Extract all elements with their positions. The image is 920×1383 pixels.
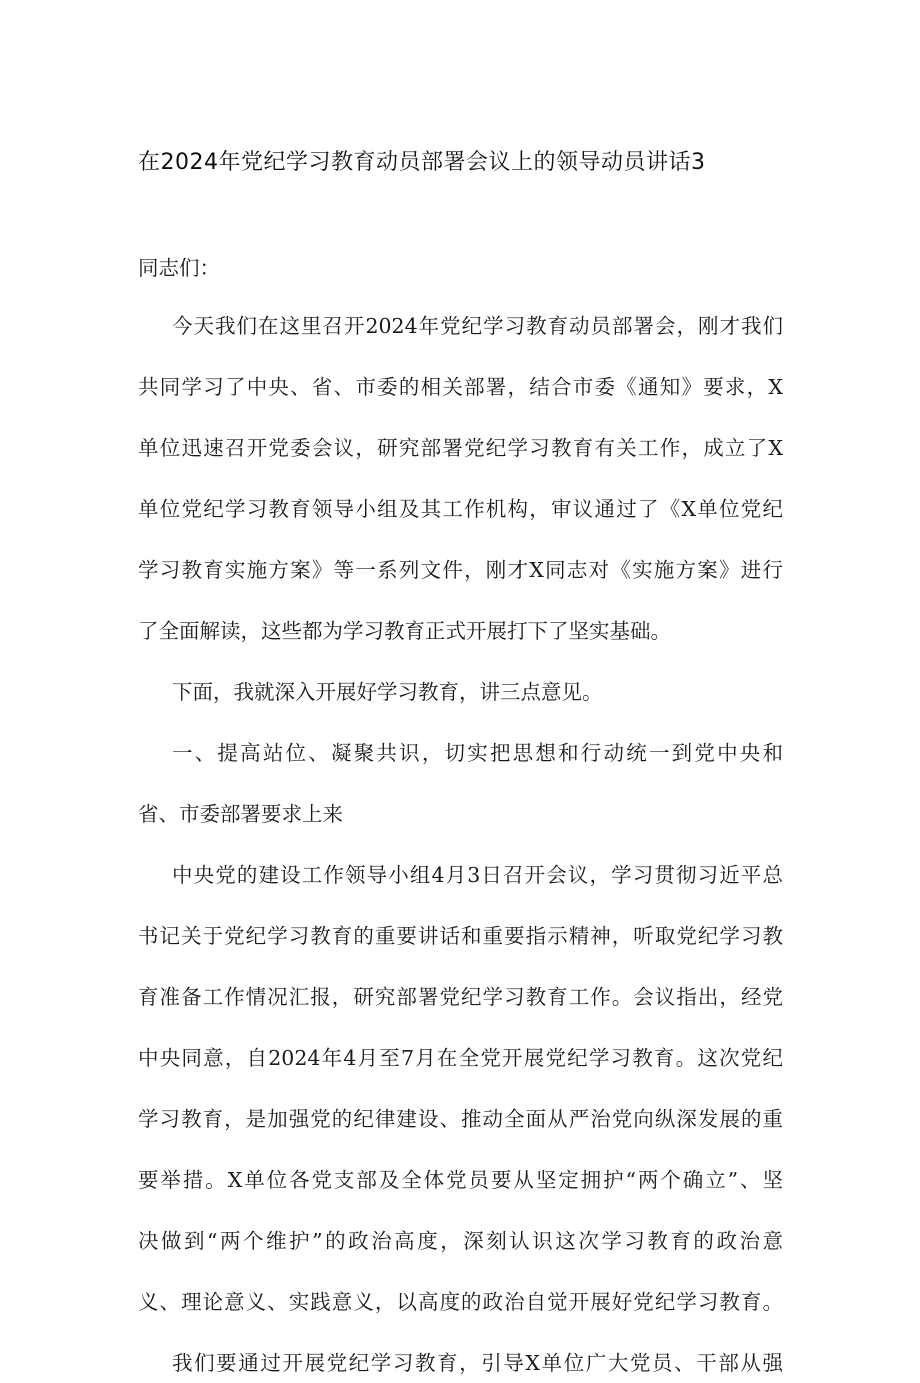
paragraph-line: 育准备工作情况汇报，研究部署党纪学习教育工作。会议指出，经党 bbox=[138, 985, 783, 1009]
paragraph-line: 要举措。X单位各党支部及全体党员要从坚定拥护“两个确立”、坚 bbox=[138, 1168, 783, 1192]
paragraph-line: 今天我们在这里召开2024年党纪学习教育动员部署会，刚才我们 bbox=[172, 314, 783, 338]
paragraph-line: 了全面解读，这些都为学习教育正式开展打下了坚实基础。 bbox=[138, 619, 671, 643]
paragraph-intro bbox=[138, 672, 783, 712]
paragraph-line: 一、提高站位、凝聚共识，切实把思想和行动统一到党中央和 bbox=[172, 741, 783, 765]
paragraph-line: 单位迅速召开党委会议，研究部署党纪学习教育有关工作，成立了X bbox=[138, 436, 783, 460]
paragraph-line: 学习教育实施方案》等一系列文件，刚才X同志对《实施方案》进行 bbox=[138, 558, 783, 582]
paragraph-opening bbox=[138, 306, 783, 651]
paragraph-line: 决做到“两个维护”的政治高度，深刻认识这次学习教育的政治意 bbox=[138, 1229, 783, 1253]
paragraph-line: 省、市委部署要求上来 bbox=[138, 802, 343, 826]
paragraph-line: 共同学习了中央、省、市委的相关部署，结合市委《通知》要求，X bbox=[138, 375, 783, 399]
paragraph-line: 书记关于党纪学习教育的重要讲话和重要指示精神，听取党纪学习教 bbox=[138, 924, 783, 948]
paragraph-closing bbox=[138, 1343, 783, 1383]
paragraph-line: 义、理论意义、实践意义，以高度的政治自觉开展好党纪学习教育。 bbox=[138, 1290, 783, 1314]
paragraph-central-meeting bbox=[138, 855, 783, 1322]
paragraph-line: 中央党的建设工作领导小组4月3日召开会议，学习贯彻习近平总 bbox=[172, 863, 783, 887]
paragraph-line: 单位党纪学习教育领导小组及其工作机构，审议通过了《X单位党纪 bbox=[138, 497, 783, 521]
salutation: 同志们： bbox=[138, 256, 220, 280]
paragraph-line: 下面，我就深入开展好学习教育，讲三点意见。 bbox=[172, 680, 603, 704]
paragraph-line: 中央同意，自2024年4月至7月在全党开展党纪学习教育。这次党纪 bbox=[138, 1046, 783, 1070]
section-heading-one bbox=[138, 733, 783, 834]
paragraph-line: 学习教育，是加强党的纪律建设、推动全面从严治党向纵深发展的重 bbox=[138, 1107, 783, 1131]
paragraph-line: 我们要通过开展党纪学习教育，引导X单位广大党员、干部从强 bbox=[172, 1351, 783, 1375]
document-title: 在2024年党纪学习教育动员部署会议上的领导动员讲话3 bbox=[138, 150, 706, 175]
document-body bbox=[138, 248, 783, 1383]
